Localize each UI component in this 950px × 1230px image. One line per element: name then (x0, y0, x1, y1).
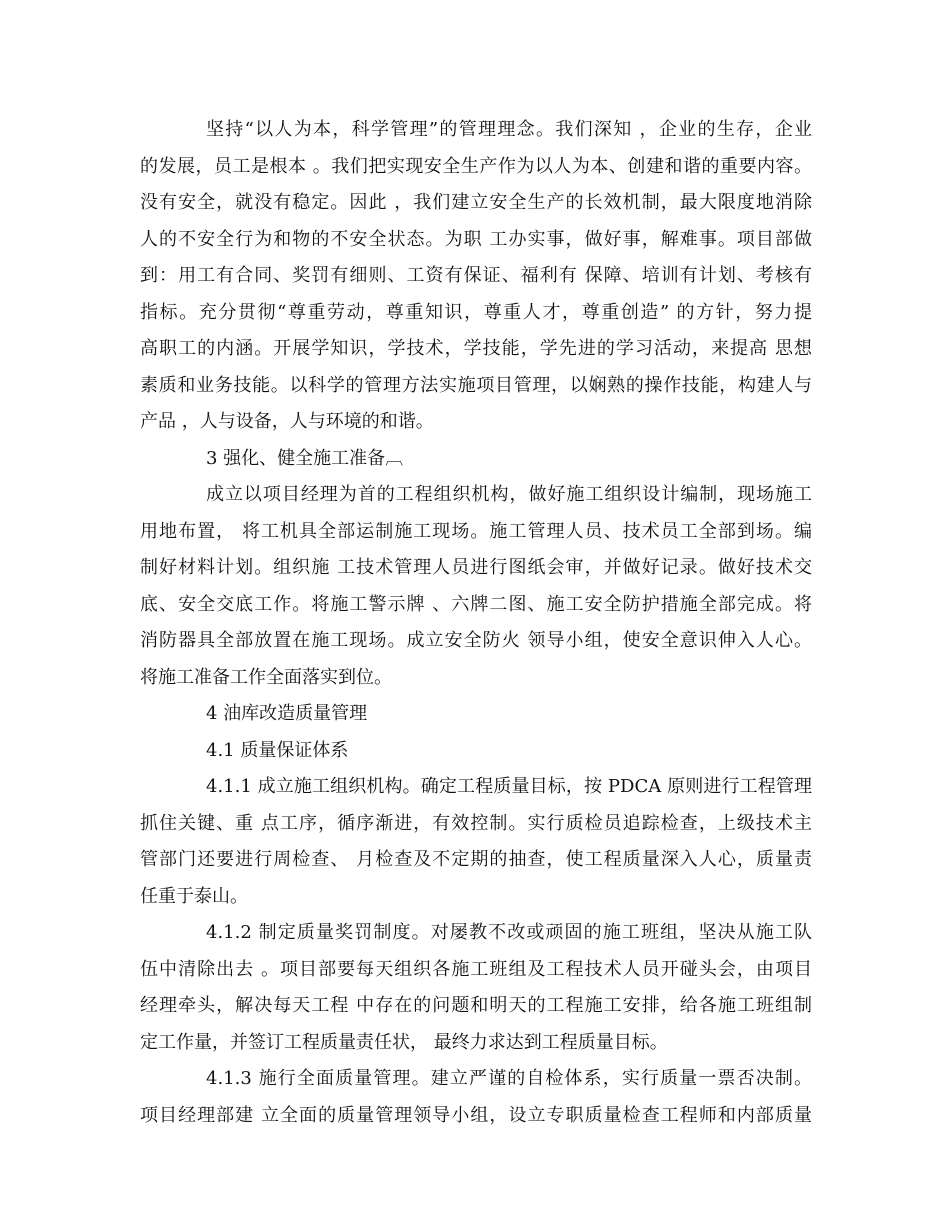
paragraph-line: 抓住关键、重 点工序，循序渐进，有效控制。实行质检员追踪检查，上级技术主 (140, 812, 812, 834)
paragraph-line: 将施工准备工作全面落实到位。 (140, 666, 392, 688)
paragraph-line: 没有安全，就没有稳定。因此 ，我们建立安全生产的长效机制，最大限度地消除 (140, 192, 812, 213)
paragraph-line: 素质和业务技能。以科学的管理方法实施项目管理，以娴熟的操作技能，构建人与 (140, 374, 812, 396)
section-heading: 3 强化、健全施工准备︹ (206, 447, 404, 469)
paragraph-line: 高职工的内涵。开展学知识，学技术，学技能，学先进的学习活动，来提高 思想 (140, 338, 812, 359)
document-body (140, 112, 812, 1134)
paragraph-line: 项目经理部建 立全面的质量管理领导小组，设立专职质量检查工程师和内部质量 (140, 1104, 812, 1126)
paragraph-line: 制好材料计划。组织施 工技术管理人员进行图纸会审，并做好记录。做好技术交 (140, 557, 812, 578)
paragraph-line: 人的不安全行为和物的不安全状态。为职 工办实事，做好事，解难事。项目部做 (140, 228, 812, 250)
paragraph-line: 定工作量，并签订工程质量责任状， 最终力求达到工程质量目标。 (140, 1031, 668, 1053)
paragraph-line: 用地布置， 将工机具全部运制施工现场。施工管理人员、技术员工全部到场。编 (140, 520, 812, 542)
paragraph-line: 4.1.3 施行全面质量管理。建立严谨的自检体系，实行质量一票否决制。 (206, 1068, 812, 1089)
paragraph-line: 管部门还要进行周检查、 月检查及不定期的抽查，使工程质量深入人心，质量责 (140, 849, 812, 870)
paragraph-line: 成立以项目经理为首的工程组织机构，做好施工组织设计编制，现场施工 (206, 484, 812, 505)
paragraph-line: 到：用工有合同、奖罚有细则、工资有保证、福利有 保障、培训有计划、考核有 (140, 265, 812, 286)
paragraph-line: 经理牵头，解决每天工程 中存在的问题和明天的工程施工安排，给各施工班组制 (140, 995, 812, 1016)
paragraph-line: 伍中清除出去 。项目部要每天组织各施工班组及工程技术人员开碰头会，由项目 (140, 958, 812, 980)
paragraph-line: 4.1.1 成立施工组织机构。确定工程质量目标，按 PDCA 原则进行工程管理 (206, 776, 812, 797)
paragraph-line: 消防器具全部放置在施工现场。成立安全防火 领导小组，使安全意识伸入人心。 (140, 630, 812, 651)
paragraph-line: 的发展，员工是根本 。我们把实现安全生产作为以人为本、创建和谐的重要内容。 (140, 155, 812, 177)
subsection-heading: 4.1 质量保证体系 (206, 739, 349, 761)
paragraph-line: 4.1.2 制定质量奖罚制度。对屡教不改或顽固的施工班组，坚决从施工队 (206, 922, 812, 943)
section-heading: 4 油库改造质量管理 (206, 703, 368, 724)
paragraph-line: 坚持“以人为本，科学管理”的管理理念。我们深知 ，企业的生存，企业 (206, 119, 812, 140)
paragraph-line: 底、安全交底工作。将施工警示牌 、六牌二图、施工安全防护措施全部完成。将 (140, 593, 812, 615)
paragraph-line: 任重于泰山。 (140, 885, 248, 907)
paragraph-line: 产品 ，人与设备，人与环境的和谐。 (140, 411, 434, 432)
paragraph-line: 指标。充分贯彻“尊重劳动，尊重知识，尊重人才，尊重创造” 的方针，努力提 (140, 301, 812, 323)
